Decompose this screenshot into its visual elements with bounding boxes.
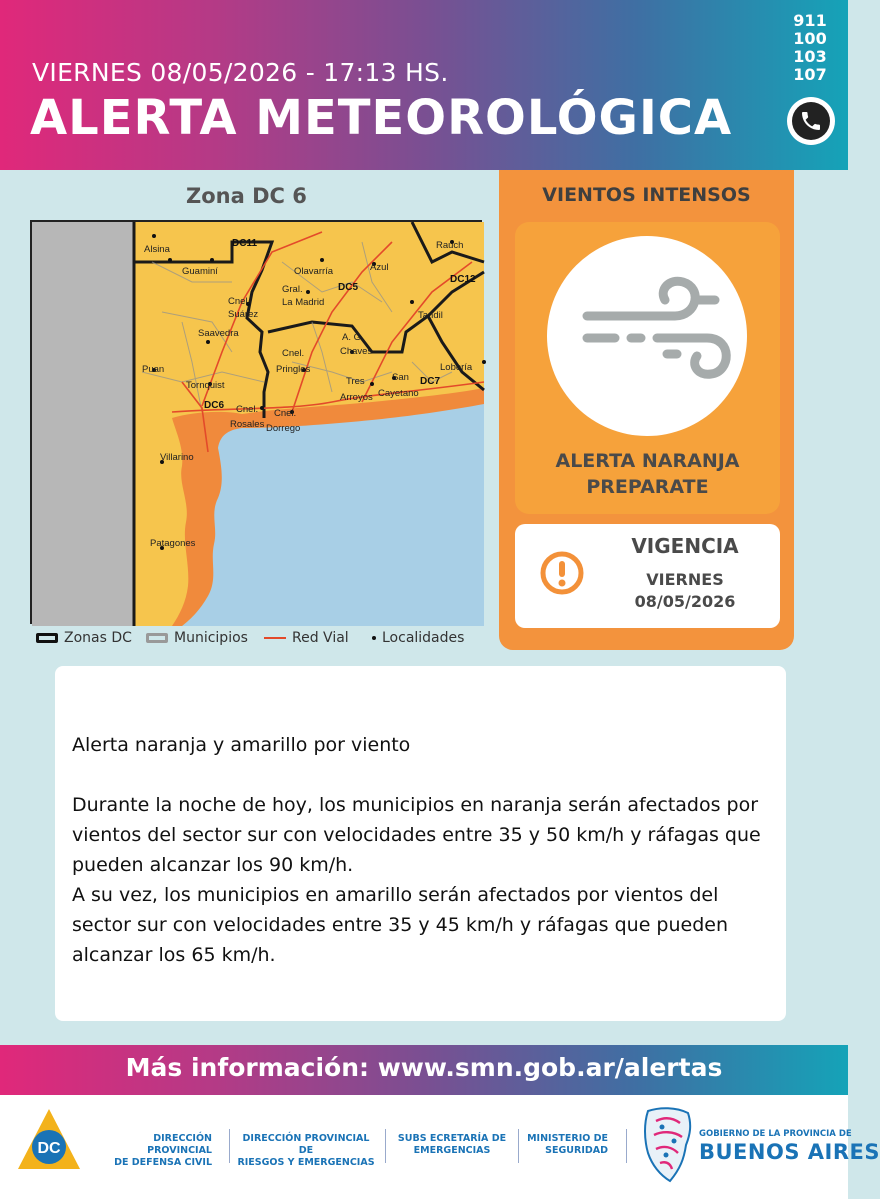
legend-label: Municipios bbox=[174, 630, 248, 646]
org-line: SEGURIDAD bbox=[545, 1145, 608, 1156]
svg-text:Dorrego: Dorrego bbox=[266, 423, 301, 434]
org-riesgos bbox=[236, 1133, 376, 1169]
org-line: DE DEFENSA CIVIL bbox=[114, 1157, 212, 1168]
legend-zonas bbox=[36, 630, 132, 646]
svg-text:Tandil: Tandil bbox=[418, 310, 443, 321]
svg-text:Arroyos: Arroyos bbox=[340, 392, 373, 403]
svg-text:Rosales: Rosales bbox=[230, 419, 265, 430]
emergency-phones bbox=[782, 12, 838, 84]
org-line: EMERGENCIAS bbox=[413, 1145, 491, 1156]
svg-text:DC12: DC12 bbox=[450, 274, 476, 285]
description-paragraph: Durante la noche de hoy, los municipios en naranja serán afectados por vientos del sector sur con velocidades entre 35 y 50 km/h y ráfagas que pueden alcanzar los 90 km/h. bbox=[72, 794, 761, 876]
svg-text:Azul: Azul bbox=[370, 262, 389, 273]
map-legend bbox=[36, 630, 486, 650]
locality-dot-swatch bbox=[372, 636, 376, 640]
alert-level bbox=[515, 448, 780, 500]
org-line: SUBS ECRETARÍA DE bbox=[397, 1133, 507, 1144]
phenomenon-title: VIENTOS INTENSOS bbox=[542, 184, 751, 206]
svg-text:Cnel.: Cnel. bbox=[282, 348, 305, 359]
legend-label: Zonas DC bbox=[64, 630, 132, 646]
svg-text:Tres: Tres bbox=[346, 376, 365, 387]
svg-text:DC5: DC5 bbox=[338, 282, 359, 293]
divider bbox=[385, 1129, 386, 1163]
defensa-civil-logo bbox=[16, 1107, 82, 1177]
svg-text:Pringles: Pringles bbox=[276, 364, 311, 375]
vigencia-card bbox=[515, 524, 780, 628]
svg-text:A. G.: A. G. bbox=[342, 332, 364, 343]
phone-number[interactable]: 911 bbox=[793, 11, 827, 30]
vigencia-day: VIERNES bbox=[646, 570, 724, 589]
svg-text:Puan: Puan bbox=[142, 364, 165, 375]
phone-number[interactable]: 100 bbox=[793, 29, 827, 48]
page-title: ALERTA METEOROLÓGICA bbox=[30, 90, 733, 146]
svg-text:Guaminí: Guaminí bbox=[182, 266, 218, 277]
vigencia-date: 08/05/2026 bbox=[634, 592, 736, 611]
svg-text:Patagones: Patagones bbox=[150, 538, 196, 549]
description-paragraph: A su vez, los municipios en amarillo serán afectados por vientos del sector sur con velocidades entre 35 y 45 km/h y ráfagas que pueden alcanzar los 65 km/h. bbox=[72, 884, 729, 966]
road-swatch bbox=[264, 637, 286, 639]
svg-text:La Madrid: La Madrid bbox=[282, 297, 325, 308]
org-subsecretaria bbox=[392, 1133, 512, 1157]
svg-text:Rauch: Rauch bbox=[436, 240, 464, 251]
phone-icon bbox=[787, 97, 835, 145]
svg-text:Tornquist: Tornquist bbox=[186, 380, 225, 391]
province-emblem bbox=[640, 1105, 696, 1189]
svg-text:Chaves: Chaves bbox=[340, 346, 373, 357]
org-defensa-civil bbox=[92, 1133, 212, 1169]
alert-action-line: PREPARATE bbox=[586, 476, 709, 498]
svg-text:DC7: DC7 bbox=[420, 376, 441, 387]
legend-municipios bbox=[146, 630, 248, 646]
svg-text:San: San bbox=[392, 372, 409, 383]
more-info-link[interactable]: Más información: www.smn.gob.ar/alertas bbox=[125, 1053, 723, 1082]
svg-text:DC11: DC11 bbox=[232, 238, 258, 249]
svg-text:DC6: DC6 bbox=[204, 400, 225, 411]
org-line: DIRECCIÓN PROVINCIAL bbox=[147, 1133, 212, 1156]
warning-icon bbox=[539, 550, 585, 600]
description-subtitle: Alerta naranja y amarillo por viento bbox=[72, 734, 411, 756]
svg-text:Saavedra: Saavedra bbox=[198, 328, 239, 339]
wind-icon bbox=[547, 236, 747, 436]
dc-logo-text: DC bbox=[37, 1140, 61, 1157]
municipality-border-swatch bbox=[146, 633, 168, 643]
svg-text:Lobería: Lobería bbox=[440, 362, 473, 373]
alert-panel bbox=[499, 170, 794, 650]
svg-text:Cnel.: Cnel. bbox=[274, 408, 297, 419]
description-body bbox=[72, 790, 777, 970]
legend-label: Localidades bbox=[382, 630, 465, 646]
svg-text:Suárez: Suárez bbox=[228, 309, 259, 320]
legend-red-vial bbox=[264, 630, 349, 646]
more-info-banner bbox=[0, 1045, 848, 1095]
divider bbox=[626, 1129, 627, 1163]
header-banner bbox=[0, 0, 848, 170]
zone-border-swatch bbox=[36, 633, 58, 643]
divider bbox=[518, 1129, 519, 1163]
legend-localidades bbox=[372, 630, 464, 646]
org-line: RIESGOS Y EMERGENCIAS bbox=[237, 1157, 375, 1168]
government-label: GOBIERNO DE LA PROVINCIA DE bbox=[699, 1129, 852, 1139]
province-name: BUENOS AIRES bbox=[699, 1140, 880, 1164]
alert-level-card bbox=[515, 222, 780, 514]
phone-number[interactable]: 103 bbox=[793, 47, 827, 66]
svg-text:Cayetano: Cayetano bbox=[378, 388, 419, 399]
svg-text:Villarino: Villarino bbox=[160, 452, 194, 463]
org-ministerio bbox=[520, 1133, 608, 1157]
divider bbox=[229, 1129, 230, 1163]
alert-datetime: VIERNES 08/05/2026 - 17:13 HS. bbox=[32, 58, 449, 87]
institution-footer bbox=[0, 1095, 880, 1199]
alert-level-line: ALERTA NARANJA bbox=[555, 450, 740, 472]
svg-text:Alsina: Alsina bbox=[144, 244, 170, 255]
svg-text:Olavarría: Olavarría bbox=[294, 266, 334, 277]
phone-number[interactable]: 107 bbox=[793, 65, 827, 84]
legend-label: Red Vial bbox=[292, 630, 349, 646]
svg-text:Cnel.: Cnel. bbox=[228, 296, 251, 307]
svg-text:Cnel.: Cnel. bbox=[236, 404, 259, 415]
org-line: MINISTERIO DE bbox=[527, 1133, 608, 1144]
description-card bbox=[55, 666, 786, 1021]
zone-map bbox=[30, 220, 482, 624]
zone-title: Zona DC 6 bbox=[186, 184, 307, 208]
org-line: DIRECCIÓN PROVINCIAL DE bbox=[242, 1133, 370, 1156]
svg-text:Gral.: Gral. bbox=[282, 284, 303, 295]
vigencia-title: VIGENCIA bbox=[631, 534, 739, 558]
